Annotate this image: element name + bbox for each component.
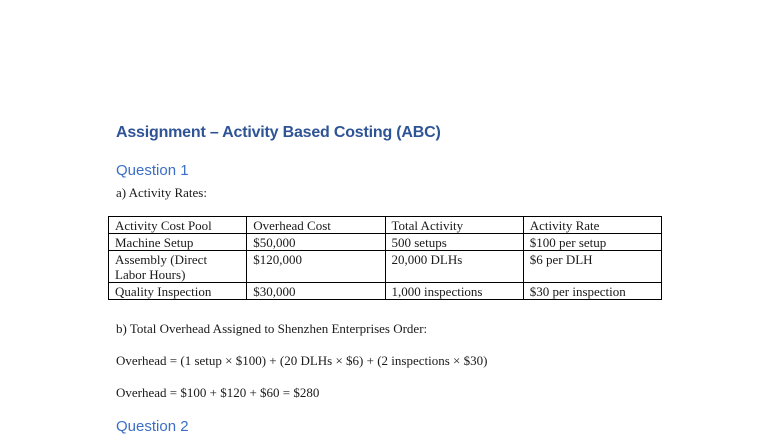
table-cell: $100 per setup <box>523 234 661 251</box>
question-1-heading: Question 1 <box>116 162 189 179</box>
table-row <box>109 251 662 283</box>
document-title: Assignment – Activity Based Costing (ABC) <box>116 124 441 141</box>
table-cell: $6 per DLH <box>523 251 661 283</box>
table-header-row <box>109 217 662 234</box>
table-cell: Assembly (Direct Labor Hours) <box>109 251 247 283</box>
activity-rates-table <box>108 216 662 300</box>
table-header-cell: Overhead Cost <box>247 217 385 234</box>
table-row <box>109 234 662 251</box>
table-cell: 1,000 inspections <box>385 283 523 300</box>
part-b-label: b) Total Overhead Assigned to Shenzhen Enterprises Order: <box>116 321 428 336</box>
overhead-equation-2: Overhead = $100 + $120 + $60 = $280 <box>116 385 320 400</box>
overhead-equation-1: Overhead = (1 setup × $100) + (20 DLHs × $6) + (2 inspections × $30) <box>116 353 488 368</box>
table-cell: Machine Setup <box>109 234 247 251</box>
table-cell: 500 setups <box>385 234 523 251</box>
table-header-cell: Total Activity <box>385 217 523 234</box>
table-header-cell: Activity Cost Pool <box>109 217 247 234</box>
question-2-heading: Question 2 <box>116 418 189 435</box>
table-row <box>109 283 662 300</box>
table-header-cell: Activity Rate <box>523 217 661 234</box>
table-cell: $30 per inspection <box>523 283 661 300</box>
table-cell: Quality Inspection <box>109 283 247 300</box>
table-cell: $120,000 <box>247 251 385 283</box>
table-cell: 20,000 DLHs <box>385 251 523 283</box>
table-cell: $50,000 <box>247 234 385 251</box>
part-a-label: a) Activity Rates: <box>116 185 207 200</box>
table-cell: $30,000 <box>247 283 385 300</box>
